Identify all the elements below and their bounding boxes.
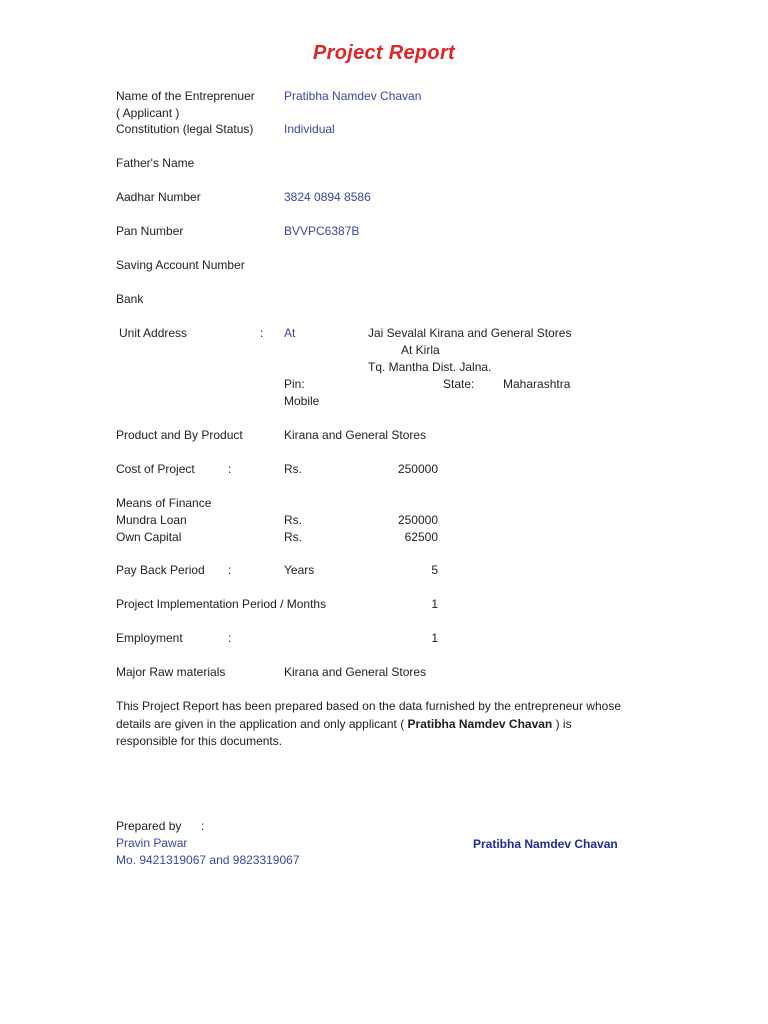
page-title: Project Report xyxy=(312,42,455,64)
address-line-1: Jai Sevalal Kirana and General Stores xyxy=(368,326,572,340)
address-line-2: At Kirla xyxy=(401,343,440,357)
mobile-label: Mobile xyxy=(284,394,320,408)
payback-value: 5 xyxy=(431,563,438,577)
state-value: Maharashtra xyxy=(503,377,571,391)
loan-value: 250000 xyxy=(397,513,438,527)
raw-materials-label: Major Raw materials xyxy=(116,665,226,679)
product-value: Kirana and General Stores xyxy=(284,428,427,442)
state-label: State: xyxy=(443,377,475,391)
pan-label: Pan Number xyxy=(116,224,184,238)
payback-label: Pay Back Period xyxy=(116,563,205,577)
address-at: At xyxy=(284,326,296,340)
cost-unit: Rs. xyxy=(284,462,302,476)
bank-label: Bank xyxy=(116,292,144,306)
preparer-name: Pravin Pawar xyxy=(116,836,188,850)
cost-colon: : xyxy=(228,462,232,476)
entrepreneur-label: Name of the Entreprenuer xyxy=(116,89,255,103)
prepared-by-colon: : xyxy=(201,819,205,833)
disclaimer-paragraph xyxy=(116,698,636,751)
implementation-value: 1 xyxy=(431,597,438,611)
applicant-label: ( Applicant ) xyxy=(116,106,180,120)
aadhar-value: 3824 0894 8586 xyxy=(284,190,371,204)
capital-value: 62500 xyxy=(404,530,438,544)
loan-label: Mundra Loan xyxy=(116,513,187,527)
disclaimer-text-2: ) is responsible for this documents. xyxy=(116,716,572,748)
disclaimer-text-1: This Project Report has been prepared based on the data furnished by the entrepreneur whose details are given in the application and only applicant ( xyxy=(116,699,621,731)
unit-address-label: Unit Address xyxy=(119,326,188,340)
employment-label: Employment xyxy=(116,631,183,645)
capital-unit: Rs. xyxy=(284,530,302,544)
implementation-label: Project Implementation Period / Months xyxy=(116,597,327,611)
pan-value: BVVPC6387B xyxy=(284,224,360,238)
employment-value: 1 xyxy=(431,631,438,645)
raw-materials-value: Kirana and General Stores xyxy=(284,665,427,679)
preparer-mobile: Mo. 9421319067 and 9823319067 xyxy=(116,853,300,867)
cost-value: 250000 xyxy=(397,462,438,476)
finance-label: Means of Finance xyxy=(116,496,212,510)
capital-label: Own Capital xyxy=(116,530,182,544)
employment-colon: : xyxy=(228,631,232,645)
disclaimer-applicant-name: Pratibha Namdev Chavan xyxy=(407,716,553,731)
prepared-by-label: Prepared by xyxy=(116,819,182,833)
unit-address-colon: : xyxy=(260,326,264,340)
saving-account-label: Saving Account Number xyxy=(116,258,245,272)
cost-label: Cost of Project xyxy=(116,462,195,476)
payback-colon: : xyxy=(228,563,232,577)
constitution-value: Individual xyxy=(284,122,335,136)
loan-unit: Rs. xyxy=(284,513,302,527)
aadhar-label: Aadhar Number xyxy=(116,190,201,204)
constitution-label: Constitution (legal Status) xyxy=(116,122,254,136)
father-name-label: Father's Name xyxy=(116,156,195,170)
entrepreneur-value: Pratibha Namdev Chavan xyxy=(284,89,422,103)
applicant-signature-name: Pratibha Namdev Chavan xyxy=(473,837,618,851)
pin-label: Pin: xyxy=(284,377,305,391)
payback-unit: Years xyxy=(284,563,315,577)
product-label: Product and By Product xyxy=(116,428,243,442)
address-line-3: Tq. Mantha Dist. Jalna. xyxy=(368,360,492,374)
